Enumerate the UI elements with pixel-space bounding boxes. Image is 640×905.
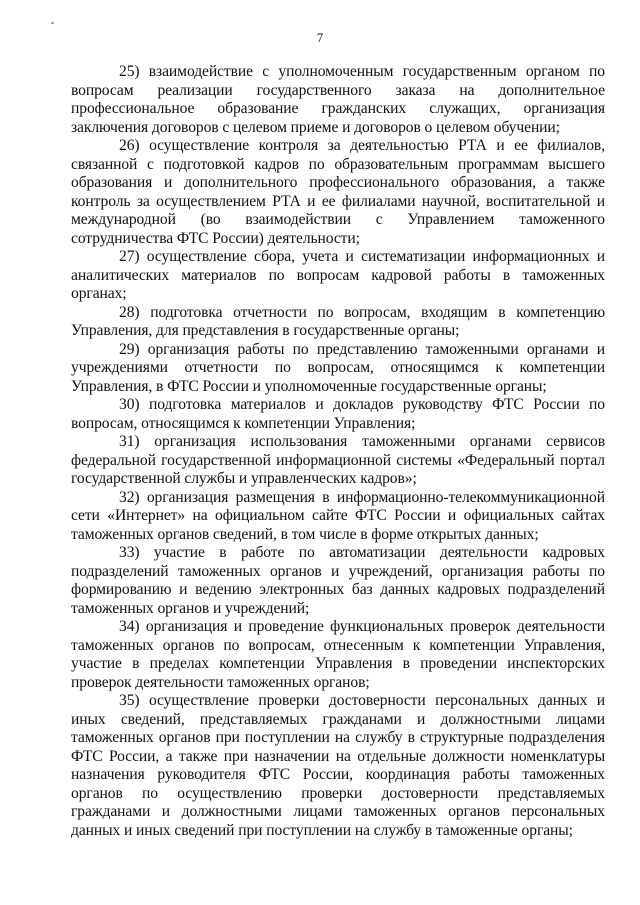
paragraph-26: 26) осуществление контроля за деятельностью РТА и ее филиалов, связанной с подготовкой кадров по образовательным программам высшего образования и дополнительного профессионального образования, а также контроль за осуществлением РТА и ее филиалами научной, воспитательной и международной (во взаимодействии с Управлением таможенного сотрудничества ФТС России) деятельности; bbox=[71, 137, 605, 247]
paragraph-33: 33) участие в работе по автоматизации деятельности кадровых подразделений таможенных органов и учреждений, организация работы по формированию и ведению электронных баз данных кадровых подразделений таможенных органов и учреждений; bbox=[71, 544, 605, 617]
paragraph-29: 29) организация работы по представлению таможенными органами и учреждениями отчетности по вопросам, относящимся к компетенции Управления, в ФТС России и уполномоченные государственные органы; bbox=[71, 340, 605, 395]
paragraph-31: 31) организация использования таможенными органами сервисов федеральной государственной информационной системы «Федеральный портал государственной службы и управленческих кадров»; bbox=[71, 433, 605, 487]
paragraph-32: 32) организация размещения в информационно-телекоммуникационной сети «Интернет» на официальном сайте ФТС России и официальных сайтах таможенных органов сведений, в том числе в форме открытых данных; bbox=[71, 488, 605, 543]
paragraph-25: 25) взаимодействие с уполномоченным государственным органом по вопросам реализации государственного заказа на дополнительное профессиональное образование гражданских служащих, организация заключения договоров с целевом приеме и договоров о целевом обучении; bbox=[71, 63, 605, 136]
paragraph-28: 28) подготовка отчетности по вопросам, входящим в компетенцию Управления, для представления в государственные органы; bbox=[71, 303, 605, 339]
paragraph-30: 30) подготовка материалов и докладов руководству ФТС России по вопросам, относящимся к компетенции Управления; bbox=[71, 396, 605, 432]
paragraph-34: 34) организация и проведение функциональных проверок деятельности таможенных органов по вопросам, отнесенным к компетенции Управления, участие в пределах компетенции Управления в проведении инспекторских проверок деятельности таможенных органов; bbox=[71, 618, 605, 691]
document-body bbox=[71, 63, 605, 840]
scan-speck bbox=[51, 22, 54, 24]
page-number: 7 bbox=[316, 30, 324, 45]
paragraph-27: 27) осуществление сбора, учета и систематизации информационных и аналитических материалов по вопросам кадровой работы в таможенных органах; bbox=[71, 248, 605, 302]
paragraph-35: 35) осуществление проверки достоверности персональных данных и иных сведений, представляемых гражданами и должностными лицами таможенных органов при поступлении на службу в структурные подразделения ФТС России, а также при назначении на отдельные должности номенклатуры назначения руководителя ФТС России, координация работы таможенных органов по осуществлению проверки достоверности представляемых гражданами и должностными лицами таможенных органов персональных данных и иных сведений при поступлении на службу в таможенные органы; bbox=[71, 692, 605, 839]
